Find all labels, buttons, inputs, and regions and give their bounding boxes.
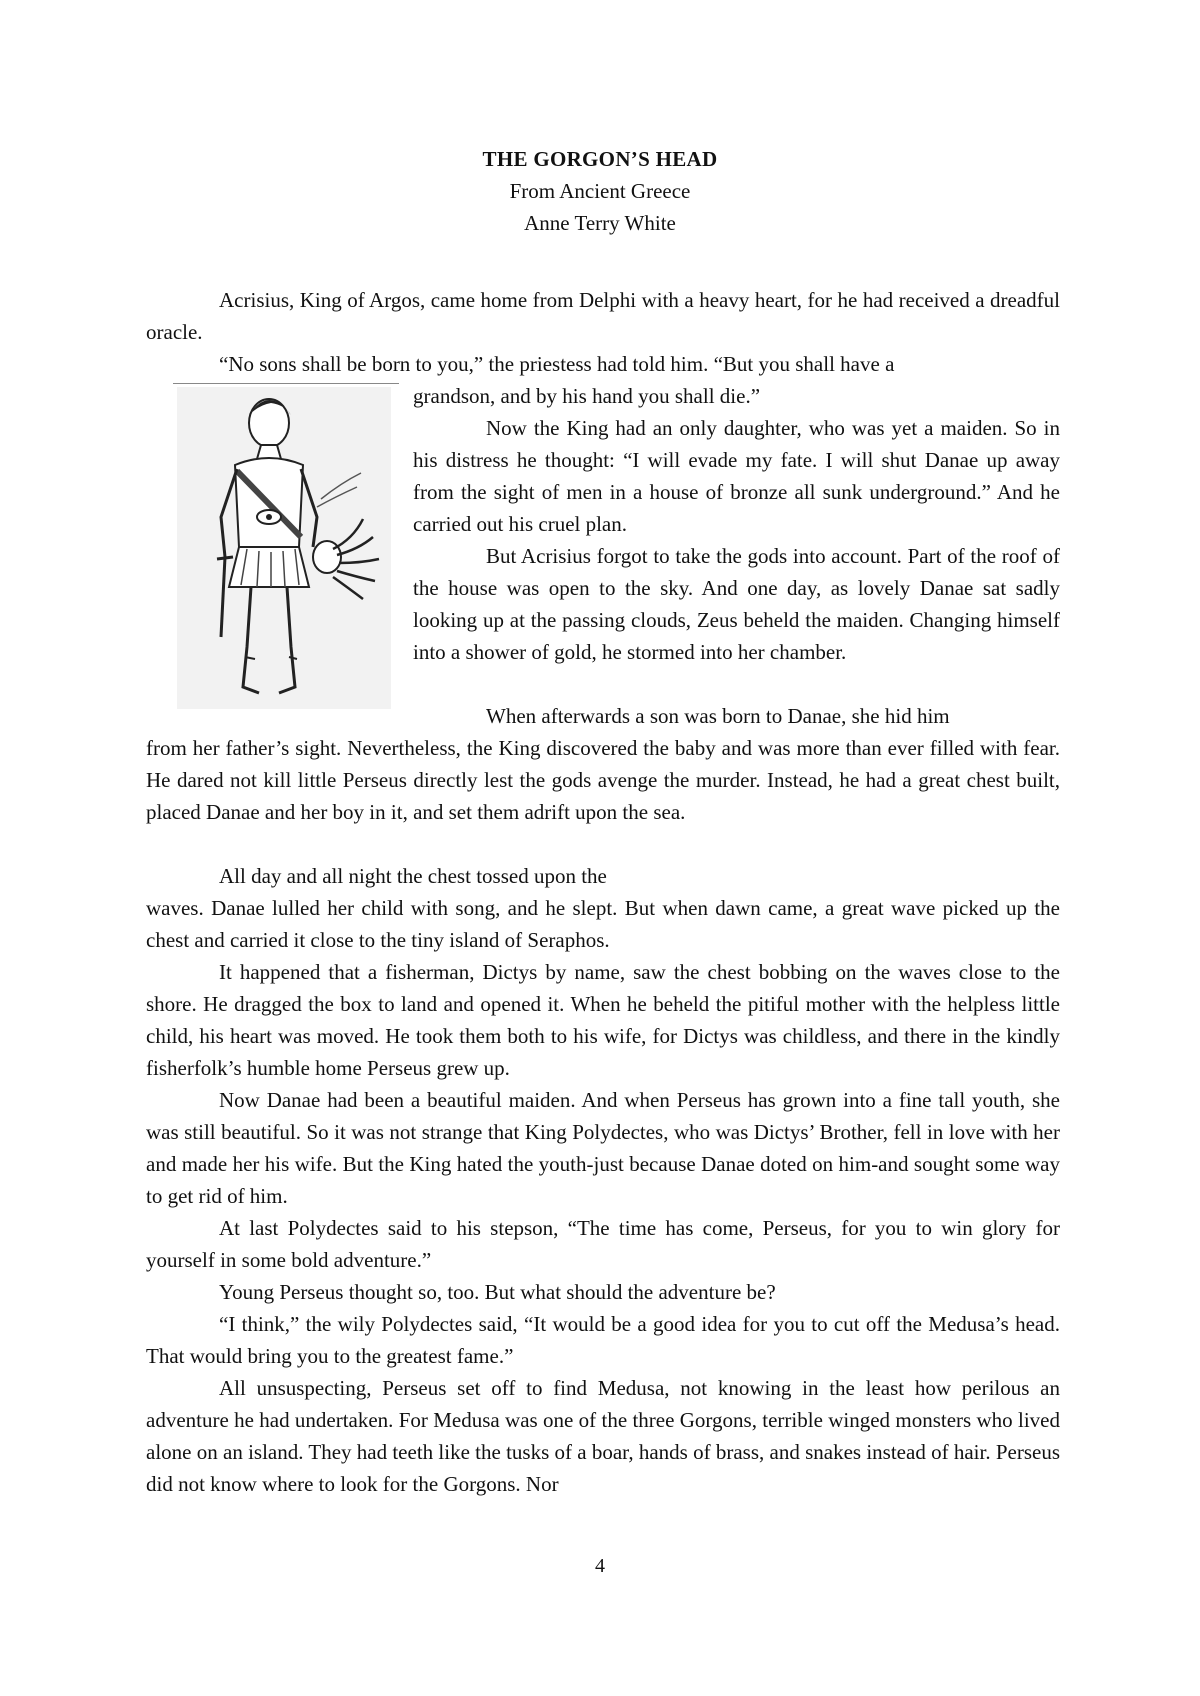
- perseus-drawing: [177, 387, 391, 709]
- paragraph-11: “I think,” the wily Polydectes said, “It would be a good idea for you to cut off the Medusa’s head. That would bring you to the greatest fame.”: [146, 1312, 1060, 1368]
- paragraph-4: But Acrisius forgot to take the gods into account. Part of the roof of the house was open to the sky. And one day, as lovely Danae sat sadly looking up at the passing clouds, Zeus beheld the maiden. Changing himself into a shower of gold, he stormed into her chamber.: [413, 544, 1060, 664]
- story-subtitle: From Ancient Greece: [509, 179, 691, 203]
- perseus-illustration-icon: [177, 387, 391, 709]
- paragraph-6-rest: waves. Danae lulled her child with song, and he slept. But when dawn came, a great wave picked up the chest and carried it close to the tiny island of Seraphos.: [146, 896, 1060, 952]
- paragraph-1: Acrisius, King of Argos, came home from Delphi with a heavy heart, for he had received a dreadful oracle.: [146, 288, 1060, 344]
- paragraph-8: Now Danae had been a beautiful maiden. And when Perseus has grown into a fine tall youth, she was still beautiful. So it was not strange that King Polydectes, who was Dictys’ Brother, fell in love with her and made her his wife. But the King hated the youth-just because Danae doted on him-and sought some way to get rid of him.: [146, 1088, 1060, 1208]
- story-author: Anne Terry White: [524, 211, 676, 235]
- paragraph-3: Now the King had an only daughter, who was yet a maiden. So in his distress he thought: “I will evade my fate. I will shut Danae up away from the sight of men in a house of bronze all sunk underground.” And he carried out his cruel plan.: [413, 416, 1060, 536]
- story-title: THE GORGON’S HEAD: [482, 147, 718, 171]
- paragraph-10: Young Perseus thought so, too. But what should the adventure be?: [219, 1280, 776, 1304]
- paragraph-5-line-1: When afterwards a son was born to Danae, she hid him: [486, 704, 950, 728]
- paragraph-7: It happened that a fisherman, Dictys by name, saw the chest bobbing on the waves close to the shore. He dragged the box to land and opened it. When he beheld the pitiful mother with the helpless little child, his heart was moved. He took them both to his wife, for Dictys was childless, and there in the kindly fisherfolk’s humble home Perseus grew up.: [146, 960, 1060, 1080]
- paragraph-5-rest: from her father’s sight. Nevertheless, the King discovered the baby and was more than ever filled with fear. He dared not kill little Perseus directly lest the gods avenge the murder. Instead, he had a great chest built, placed Danae and her boy in it, and set them adrift upon the sea.: [146, 736, 1060, 824]
- paragraph-2-line-1: “No sons shall be born to you,” the priestess had told him. “But you shall have a: [219, 352, 895, 376]
- paragraph-9: At last Polydectes said to his stepson, “The time has come, Perseus, for you to win glory for yourself in some bold adventure.”: [146, 1216, 1060, 1272]
- figure-rule: [173, 383, 399, 384]
- paragraph-6-line-1: All day and all night the chest tossed upon the: [219, 864, 607, 888]
- paragraph-12: All unsuspecting, Perseus set off to find Medusa, not knowing in the least how perilous an adventure he had undertaken. For Medusa was one of the three Gorgons, terrible winged monsters who lived alone on an island. They had teeth like the tusks of a boar, hands of brass, and snakes instead of hair. Perseus did not know where to look for the Gorgons. Nor: [146, 1376, 1060, 1496]
- page-number: 4: [595, 1555, 605, 1577]
- paragraph-2-line-2: grandson, and by his hand you shall die.”: [413, 384, 761, 408]
